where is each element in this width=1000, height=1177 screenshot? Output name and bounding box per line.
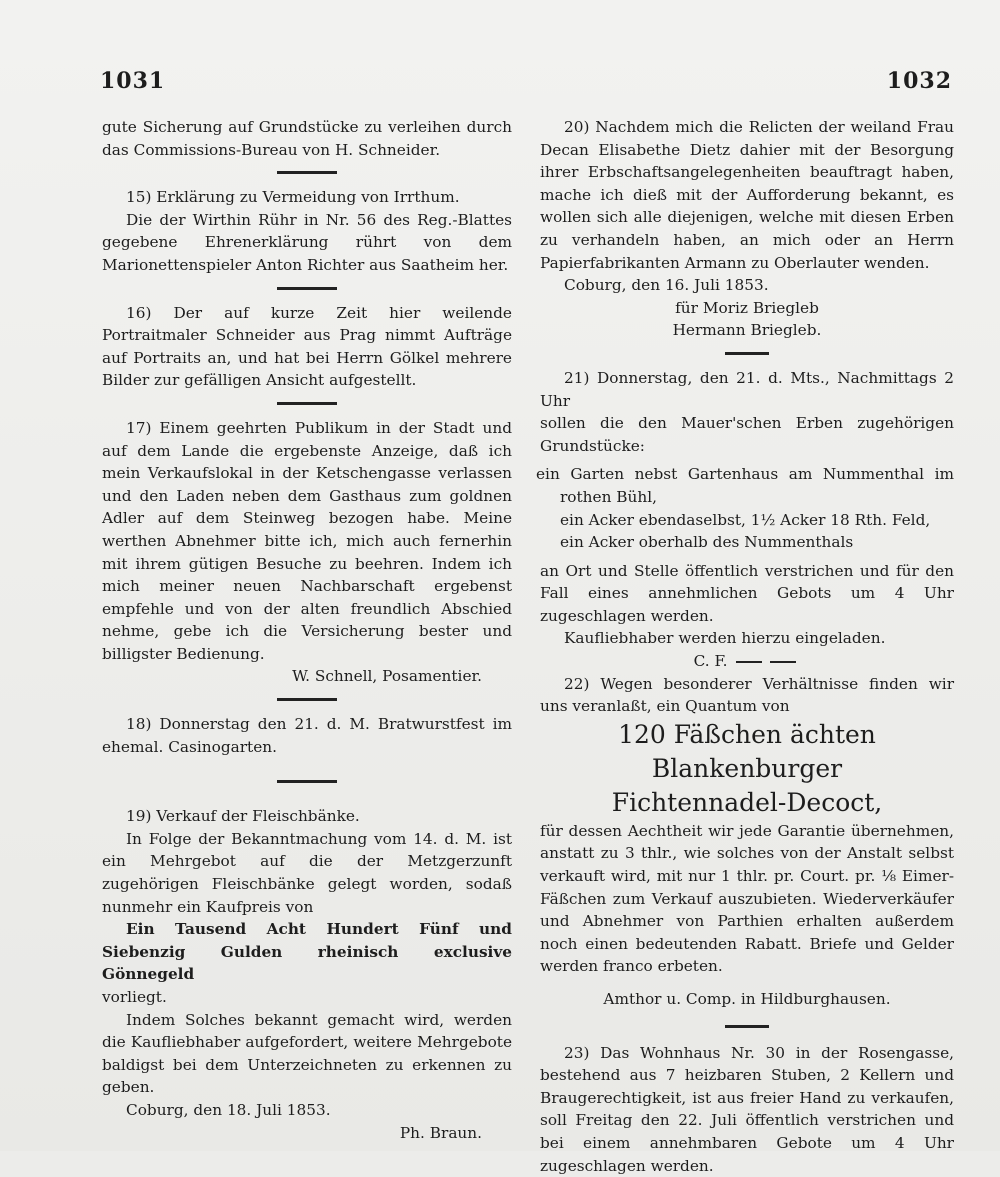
notice-20-place-date: Coburg, den 16. Juli 1853. [564, 276, 769, 295]
notice-17-body: 17) Einem geehrten Publikum in der Stadt und auf dem Lande die ergebenste Anzeige, daß ich mein Verkaufslokal in der Ketschengasse verlassen und den Laden neben dem Gasthaus zum goldnen Adler auf dem Steinweg bezogen habe. Meine werthen Abnehmer bitte ich, mich auch fernerhin mit ihrem gütigen Besuche zu beehren. Indem ich mich meiner neuen Nachbarschaft ergebenst empfehle und von der alten freundlich Abschied nehme, gebe ich die Versicherung bester und billigster Bedienung. [102, 418, 512, 663]
notice-19-body-1: In Folge der Bekanntmachung vom 14. d. M. ist ein Mehrgebot auf die der Metzgerzunft zugehörigen Fleischbänke gelegt worden, sodaß nunmehr ein Kaufpreis von [102, 829, 512, 916]
notice-23-body: 23) Das Wohnhaus Nr. 30 in der Rosengasse, bestehend aus 7 heizbaren Stuben, 2 Kellern und Braugerechtigkeit, ist aus freier Hand zu verkaufen, soll Freitag den 22. Juli öffentlich verstrichen und bei einem annehmbaren Gebote um 4 Uhr zugeschlagen werden. [540, 1043, 954, 1175]
notice-16-body: 16) Der auf kurze Zeit hier weilende Portraitmaler Schneider aus Prag nimmt Aufträge auf Portraits an, und hat bei Herrn Gölkel mehrere Bilder zur gefälligen Ansicht aufgestellt. [102, 303, 512, 390]
notice-21-body-2: an Ort und Stelle öffentlich verstrichen und für den Fall eines annehmlichen Gebots um 4 Uhr zugeschlagen werden. [540, 561, 954, 625]
left-column [102, 116, 512, 1144]
notice-17-signature: W. Schnell, Posamentier. [292, 667, 482, 686]
notice-22-body: für dessen Aechtheit wir jede Garantie übernehmen, anstatt zu 3 thlr., wie solches von der Anstalt selbst verkauft wird, mit nur 1 thlr. pr. Court. pr. ⅛ Eimer-Fäßchen zum Verkauf auszubieten. Wiederverkäufer und Abnehmer von Parthien erhalten außerdem noch einen bedeutenden Rabatt. Briefe und Gelder werden franco erbeten. [540, 821, 954, 976]
notice-21-item-2: ein Acker ebendaselbst, 1½ Acker 18 Rth. Feld, [560, 510, 931, 529]
notice-22-signature: Amthor u. Comp. in Hildburghausen. [603, 990, 891, 1008]
notice-19-signature: Ph. Braun. [399, 1123, 482, 1142]
notice-21-mark [540, 650, 954, 673]
notice-15-title: 15) Erklärung zu Vermeidung von Irrthum. [126, 188, 460, 207]
notice-20-signature-2: Hermann Briegleb. [672, 321, 822, 340]
separator [277, 780, 337, 783]
notice-19-amount: Ein Tausend Acht Hundert Fünf und Siebenzig Gulden rheinisch exclusive Gönnegeld [102, 920, 512, 984]
notice-20-body: 20) Nachdem mich die Relicten der weiland Frau Decan Elisabethe Dietz dahier mit der Besorgung ihrer Erbschaftsangelegenheiten beauftragt haben, mache ich dieß mit der Aufforderung bekannt, es wollen sich alle diejenigen, welche mit diesen Erben zu verhandeln haben, an mich oder an Herrn Papierfabrikanten Armann zu Oberlauter wenden. [540, 118, 954, 272]
notice-22-intro: 22) Wegen besonderer Verhältnisse finden wir uns veranlaßt, ein Quantum von [540, 674, 954, 716]
notice-22-headline-1: 120 Fäßchen ächten Blankenburger [618, 719, 876, 783]
separator [277, 287, 337, 290]
notice-21-item-1: ein Garten nebst Gartenhaus am Nummenthal im rothen Bühl, [536, 465, 954, 506]
continuation-paragraph: gute Sicherung auf Grundstücke zu verleihen durch das Commissions-Bureau von H. Schneider. [102, 118, 512, 159]
notice-22-headline-2: Fichtennadel-Decoct, [611, 787, 883, 817]
notice-18-body: 18) Donnerstag den 21. d. M. Bratwurstfest im ehemal. Casinogarten. [102, 715, 512, 756]
right-column [536, 116, 954, 1177]
notice-19-body-2: vorliegt. [102, 988, 167, 1006]
page-number-left: 1031 [100, 68, 166, 94]
notice-19-place-date: Coburg, den 18. Juli 1853. [126, 1100, 331, 1119]
notice-20-signature-1: für Moriz Briegleb [675, 298, 819, 317]
notice-21-initials: C. F. [693, 652, 728, 671]
separator [277, 698, 337, 701]
notice-21-item-3: ein Acker oberhalb des Nummenthals [560, 533, 854, 552]
dash-line [770, 661, 796, 663]
notice-19-title: 19) Verkauf der Fleischbänke. [126, 807, 360, 826]
notice-15-body: Die der Wirthin Rühr in Nr. 56 des Reg.-Blattes gegebene Ehrenerklärung rührt von dem Marionettenspieler Anton Richter aus Saatheim her. [102, 210, 512, 274]
notice-21-body-3: Kaufliebhaber werden hierzu eingeladen. [564, 629, 886, 648]
dash-line [736, 661, 762, 663]
separator [725, 352, 769, 355]
separator [277, 402, 337, 405]
separator [277, 171, 337, 174]
page-number-right: 1032 [886, 68, 952, 94]
notice-21-heading: 21) Donnerstag, den 21. d. Mts., Nachmittags 2 Uhr [540, 368, 954, 410]
notice-19-body-3: Indem Solches bekannt gemacht wird, werden die Kaufliebhaber aufgefordert, weitere Mehrgebote baldigst bei dem Unterzeichneten zu erkennen zu geben. [102, 1010, 512, 1097]
notice-21-body: sollen die den Mauer'schen Erben zugehörigen Grundstücke: [540, 414, 954, 455]
separator [725, 1025, 769, 1028]
